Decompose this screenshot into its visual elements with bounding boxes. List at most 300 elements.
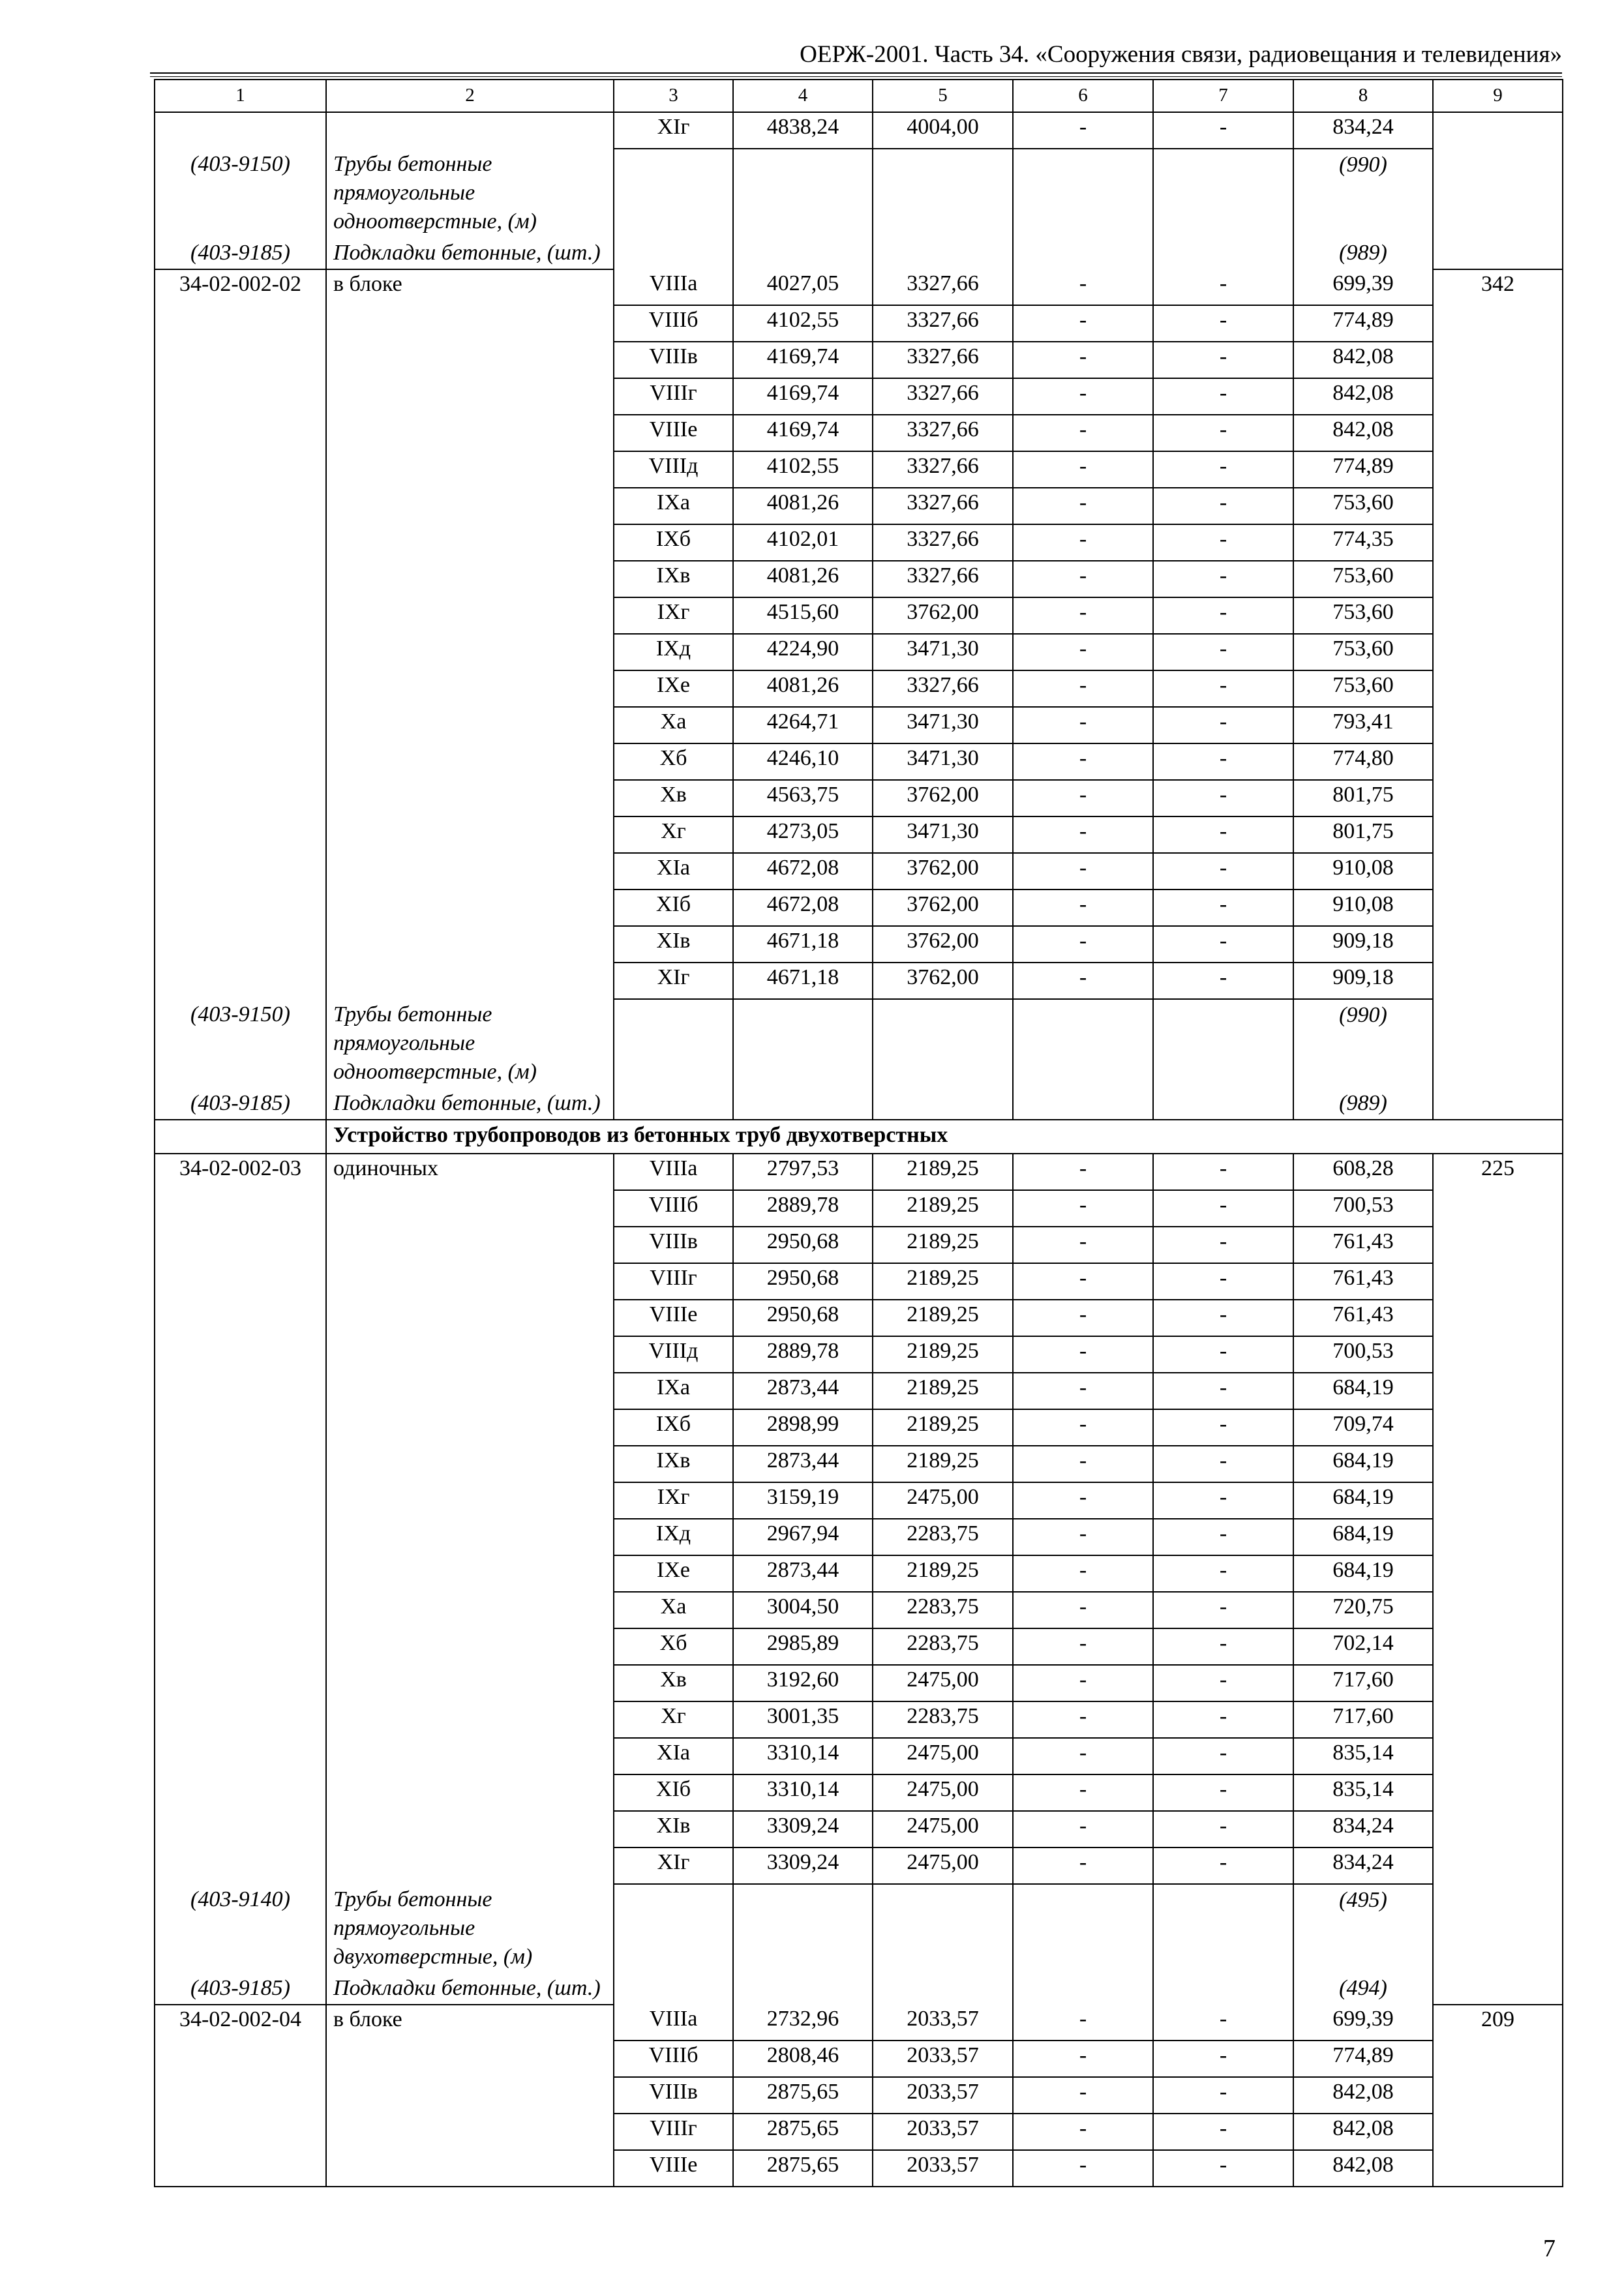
column-number: 3 [614,80,733,112]
table-row [155,2005,1563,2041]
driver-wage-cell: - [1153,1482,1293,1519]
work-name [326,451,614,488]
materials-cell: 753,60 [1293,488,1433,524]
labor-cell [1433,305,1563,342]
total-cost-cell: 4563,75 [733,780,873,816]
wage-cell: 3762,00 [873,963,1013,999]
driver-wage-cell: - [1153,1738,1293,1774]
empty-cell [1153,1884,1293,1973]
work-name [326,816,614,853]
empty-cell [873,149,1013,237]
work-name [326,1263,614,1300]
wage-cell: 2475,00 [873,1482,1013,1519]
machine-cell: - [1013,1519,1153,1555]
rate-code [155,2114,326,2150]
labor-cell [1433,816,1563,853]
materials-cell: 700,53 [1293,1190,1433,1227]
total-cost-cell: 2985,89 [733,1628,873,1665]
zone-cell: XIв [614,1811,733,1848]
wage-cell: 3327,66 [873,342,1013,378]
rate-code [155,561,326,597]
resource-code: (403-9185) [155,237,326,269]
empty-cell [733,237,873,269]
labor-cell [1433,634,1563,670]
total-cost-cell: 2875,65 [733,2077,873,2114]
empty-cell [1153,1973,1293,2005]
work-name [326,1774,614,1811]
zone-cell: XIв [614,926,733,963]
table-row [155,634,1563,670]
zone-cell: IXе [614,1555,733,1592]
labor-cell [1433,780,1563,816]
table-row [155,378,1563,415]
empty-cell [1013,999,1153,1088]
materials-cell: 684,19 [1293,1555,1433,1592]
machine-cell: - [1013,342,1153,378]
driver-wage-cell: - [1153,415,1293,451]
table-row [155,1300,1563,1336]
zone-cell: VIIIд [614,1336,733,1373]
total-cost-cell: 4081,26 [733,561,873,597]
total-cost-cell: 3192,60 [733,1665,873,1701]
empty-cell [1433,149,1563,237]
machine-cell: - [1013,1190,1153,1227]
table-row [155,1555,1563,1592]
materials-cell: 793,41 [1293,707,1433,743]
table-row [155,1227,1563,1263]
machine-cell: - [1013,707,1153,743]
materials-cell: 909,18 [1293,963,1433,999]
document-header: ОЕРЖ-2001. Часть 34. «Сооружения связи, радиовещания и телевидения» [800,41,1562,68]
total-cost-cell: 2873,44 [733,1446,873,1482]
materials-cell: 761,43 [1293,1227,1433,1263]
work-name [326,2114,614,2150]
labor-cell [1433,1555,1563,1592]
rate-code [155,2150,326,2187]
resource-value: (989) [1293,237,1433,269]
machine-cell: - [1013,890,1153,926]
rate-code [155,963,326,999]
empty-cell [733,999,873,1088]
machine-cell: - [1013,1446,1153,1482]
empty-cell [1153,1088,1293,1120]
work-name [326,524,614,561]
driver-wage-cell: - [1153,2114,1293,2150]
labor-cell [1433,707,1563,743]
zone-cell: IXб [614,524,733,561]
rate-code [155,2077,326,2114]
labor-cell [1433,2114,1563,2150]
work-name [326,1665,614,1701]
labor-cell [1433,524,1563,561]
labor-cell [1433,1446,1563,1482]
wage-cell: 3327,66 [873,305,1013,342]
driver-wage-cell: - [1153,780,1293,816]
table-row [155,524,1563,561]
wage-cell: 2189,25 [873,1336,1013,1373]
labor-cell [1433,743,1563,780]
empty-cell [873,999,1013,1088]
wage-cell: 2033,57 [873,2041,1013,2077]
wage-cell: 3327,66 [873,415,1013,451]
resource-value: (990) [1293,149,1433,237]
work-name [326,1409,614,1446]
zone-cell: IXа [614,1373,733,1409]
labor-cell [1433,1336,1563,1373]
total-cost-cell: 2875,65 [733,2114,873,2150]
materials-cell: 684,19 [1293,1446,1433,1482]
labor-cell [1433,2150,1563,2187]
driver-wage-cell: - [1153,112,1293,149]
wage-cell: 3471,30 [873,743,1013,780]
resource-row [155,1088,1563,1120]
work-name [326,1300,614,1336]
driver-wage-cell: - [1153,342,1293,378]
section-title: Устройство трубопроводов из бетонных труб двухотверстных [326,1120,1563,1154]
total-cost-cell: 2950,68 [733,1263,873,1300]
total-cost-cell: 2898,99 [733,1409,873,1446]
rate-code [155,2041,326,2077]
table-row [155,1774,1563,1811]
driver-wage-cell: - [1153,1300,1293,1336]
rate-code [155,816,326,853]
resource-code: (403-9185) [155,1088,326,1120]
labor-cell [1433,853,1563,890]
wage-cell: 2033,57 [873,2114,1013,2150]
wage-cell: 2189,25 [873,1409,1013,1446]
driver-wage-cell: - [1153,816,1293,853]
machine-cell: - [1013,1628,1153,1665]
empty-cell [1153,999,1293,1088]
materials-cell: 608,28 [1293,1154,1433,1190]
zone-cell: XIа [614,1738,733,1774]
zone-cell: VIIIд [614,451,733,488]
driver-wage-cell: - [1153,1811,1293,1848]
work-name [326,1628,614,1665]
work-name [326,890,614,926]
labor-cell [1433,378,1563,415]
total-cost-cell: 4027,05 [733,269,873,305]
rates-table [154,79,1563,2187]
machine-cell: - [1013,488,1153,524]
labor-cell [1433,1519,1563,1555]
work-name [326,1811,614,1848]
wage-cell: 3327,66 [873,670,1013,707]
work-name [326,1190,614,1227]
zone-cell: VIIIб [614,2041,733,2077]
wage-cell: 3762,00 [873,853,1013,890]
rate-code [155,1373,326,1409]
zone-cell: XIб [614,890,733,926]
total-cost-cell: 2889,78 [733,1190,873,1227]
labor-cell [1433,1774,1563,1811]
zone-cell: VIIIа [614,2005,733,2041]
total-cost-cell: 4671,18 [733,963,873,999]
total-cost-cell: 2967,94 [733,1519,873,1555]
labor-cell [1433,1300,1563,1336]
rate-code [155,1300,326,1336]
rate-code: 34-02-002-02 [155,269,326,305]
zone-cell: IXд [614,1519,733,1555]
wage-cell: 3471,30 [873,634,1013,670]
empty-cell [1433,1884,1563,1973]
labor-cell [1433,561,1563,597]
resource-name: Трубы бетонные прямоугольные одноотверстные, (м) [326,999,614,1088]
table-row [155,112,1563,149]
machine-cell: - [1013,112,1153,149]
work-name [326,634,614,670]
table-row [155,1482,1563,1519]
total-cost-cell: 4264,71 [733,707,873,743]
total-cost-cell: 4671,18 [733,926,873,963]
rate-code [155,1482,326,1519]
column-number: 9 [1433,80,1563,112]
materials-cell: 761,43 [1293,1263,1433,1300]
column-number-row [155,80,1563,112]
machine-cell: - [1013,634,1153,670]
machine-cell: - [1013,1848,1153,1884]
rate-code [155,1701,326,1738]
driver-wage-cell: - [1153,1519,1293,1555]
table-row [155,743,1563,780]
driver-wage-cell: - [1153,305,1293,342]
rate-code [155,1738,326,1774]
work-name [326,963,614,999]
zone-cell: VIIIа [614,269,733,305]
materials-cell: 774,80 [1293,743,1433,780]
materials-cell: 709,74 [1293,1409,1433,1446]
empty-cell [1013,1884,1153,1973]
wage-cell: 2283,75 [873,1519,1013,1555]
labor-cell [1433,1409,1563,1446]
zone-cell: IXб [614,1409,733,1446]
materials-cell: 699,39 [1293,2005,1433,2041]
rate-code [155,1774,326,1811]
labor-cell [1433,1482,1563,1519]
total-cost-cell: 4246,10 [733,743,873,780]
rate-code [155,305,326,342]
machine-cell: - [1013,853,1153,890]
empty-cell [1013,237,1153,269]
work-name [326,743,614,780]
zone-cell: VIIIв [614,2077,733,2114]
work-name [326,1848,614,1884]
work-name: в блоке [326,269,614,305]
materials-cell: 753,60 [1293,597,1433,634]
machine-cell: - [1013,2114,1153,2150]
materials-cell: 699,39 [1293,269,1433,305]
driver-wage-cell: - [1153,634,1293,670]
materials-cell: 774,89 [1293,2041,1433,2077]
table-row [155,707,1563,743]
labor-cell [1433,488,1563,524]
driver-wage-cell: - [1153,1373,1293,1409]
labor-cell [1433,1263,1563,1300]
materials-cell: 842,08 [1293,378,1433,415]
labor-cell [1433,2077,1563,2114]
wage-cell: 3327,66 [873,451,1013,488]
machine-cell: - [1013,2041,1153,2077]
table-row [155,1190,1563,1227]
zone-cell: Xб [614,743,733,780]
wage-cell: 3327,66 [873,524,1013,561]
work-name [326,707,614,743]
total-cost-cell: 4515,60 [733,597,873,634]
table-row [155,1665,1563,1701]
table-row [155,1592,1563,1628]
machine-cell: - [1013,1482,1153,1519]
machine-cell: - [1013,1665,1153,1701]
driver-wage-cell: - [1153,1701,1293,1738]
total-cost-cell: 4102,01 [733,524,873,561]
table-row [155,488,1563,524]
rate-code [155,1190,326,1227]
labor-cell: 225 [1433,1154,1563,1190]
materials-cell: 753,60 [1293,561,1433,597]
zone-cell: VIIIе [614,415,733,451]
resource-name: Подкладки бетонные, (шт.) [326,1973,614,2005]
machine-cell: - [1013,816,1153,853]
driver-wage-cell: - [1153,743,1293,780]
resource-code: (403-9150) [155,999,326,1088]
labor-cell [1433,1227,1563,1263]
zone-cell: VIIIв [614,1227,733,1263]
work-name: в блоке [326,2005,614,2041]
labor-cell [1433,415,1563,451]
work-name [326,112,614,149]
work-name [326,597,614,634]
empty-cell [873,237,1013,269]
labor-cell [1433,890,1563,926]
work-name [326,1701,614,1738]
work-name [326,1738,614,1774]
zone-cell: VIIIе [614,2150,733,2187]
zone-cell: IXе [614,670,733,707]
driver-wage-cell: - [1153,926,1293,963]
table-row [155,597,1563,634]
wage-cell: 3762,00 [873,926,1013,963]
zone-cell: IXд [614,634,733,670]
table-row [155,305,1563,342]
materials-cell: 842,08 [1293,342,1433,378]
zone-cell: XIб [614,1774,733,1811]
wage-cell: 3762,00 [873,890,1013,926]
rate-code [155,634,326,670]
total-cost-cell: 3309,24 [733,1848,873,1884]
table-body [155,80,1563,2187]
labor-cell [1433,926,1563,963]
zone-cell: VIIIа [614,1154,733,1190]
table-row [155,2150,1563,2187]
labor-cell [1433,1373,1563,1409]
driver-wage-cell: - [1153,1592,1293,1628]
materials-cell: 774,89 [1293,305,1433,342]
table-row [155,342,1563,378]
machine-cell: - [1013,269,1153,305]
driver-wage-cell: - [1153,597,1293,634]
labor-cell [1433,2041,1563,2077]
rate-code [155,488,326,524]
materials-cell: 717,60 [1293,1665,1433,1701]
zone-cell: Xа [614,707,733,743]
zone-cell: VIIIб [614,1190,733,1227]
resource-name: Подкладки бетонные, (шт.) [326,237,614,269]
table-row [155,963,1563,999]
wage-cell: 2189,25 [873,1300,1013,1336]
labor-cell [1433,112,1563,149]
rate-code [155,1263,326,1300]
materials-cell: 834,24 [1293,1848,1433,1884]
materials-cell: 842,08 [1293,415,1433,451]
driver-wage-cell: - [1153,378,1293,415]
materials-cell: 834,24 [1293,1811,1433,1848]
rate-code [155,524,326,561]
resource-row [155,237,1563,269]
labor-cell: 209 [1433,2005,1563,2041]
wage-cell: 4004,00 [873,112,1013,149]
materials-cell: 684,19 [1293,1482,1433,1519]
empty-cell [614,149,733,237]
materials-cell: 717,60 [1293,1701,1433,1738]
wage-cell: 2189,25 [873,1190,1013,1227]
zone-cell: Xг [614,816,733,853]
wage-cell: 3762,00 [873,597,1013,634]
table-row [155,269,1563,305]
resource-name: Трубы бетонные прямоугольные одноотверстные, (м) [326,149,614,237]
driver-wage-cell: - [1153,561,1293,597]
wage-cell: 2189,25 [873,1373,1013,1409]
machine-cell: - [1013,743,1153,780]
machine-cell: - [1013,1738,1153,1774]
driver-wage-cell: - [1153,269,1293,305]
resource-value: (990) [1293,999,1433,1088]
labor-cell [1433,1701,1563,1738]
table-row [155,670,1563,707]
labor-cell [1433,1665,1563,1701]
rate-code [155,1592,326,1628]
materials-cell: 801,75 [1293,816,1433,853]
materials-cell: 842,08 [1293,2077,1433,2114]
resource-row [155,999,1563,1088]
labor-cell: 342 [1433,269,1563,305]
wage-cell: 2189,25 [873,1446,1013,1482]
materials-cell: 801,75 [1293,780,1433,816]
work-name [326,1482,614,1519]
machine-cell: - [1013,378,1153,415]
driver-wage-cell: - [1153,963,1293,999]
resource-name: Подкладки бетонные, (шт.) [326,1088,614,1120]
zone-cell: VIIIг [614,378,733,415]
total-cost-cell: 3001,35 [733,1701,873,1738]
rate-code [155,1519,326,1555]
zone-cell: IXв [614,561,733,597]
machine-cell: - [1013,1227,1153,1263]
rate-code [155,1811,326,1848]
labor-cell [1433,1592,1563,1628]
driver-wage-cell: - [1153,451,1293,488]
zone-cell: VIIIб [614,305,733,342]
zone-cell: XIг [614,1848,733,1884]
wage-cell: 3471,30 [873,816,1013,853]
total-cost-cell: 4838,24 [733,112,873,149]
table-row [155,890,1563,926]
column-number: 7 [1153,80,1293,112]
driver-wage-cell: - [1153,524,1293,561]
total-cost-cell: 4102,55 [733,451,873,488]
wage-cell: 2475,00 [873,1665,1013,1701]
column-number: 5 [873,80,1013,112]
total-cost-cell: 2873,44 [733,1373,873,1409]
